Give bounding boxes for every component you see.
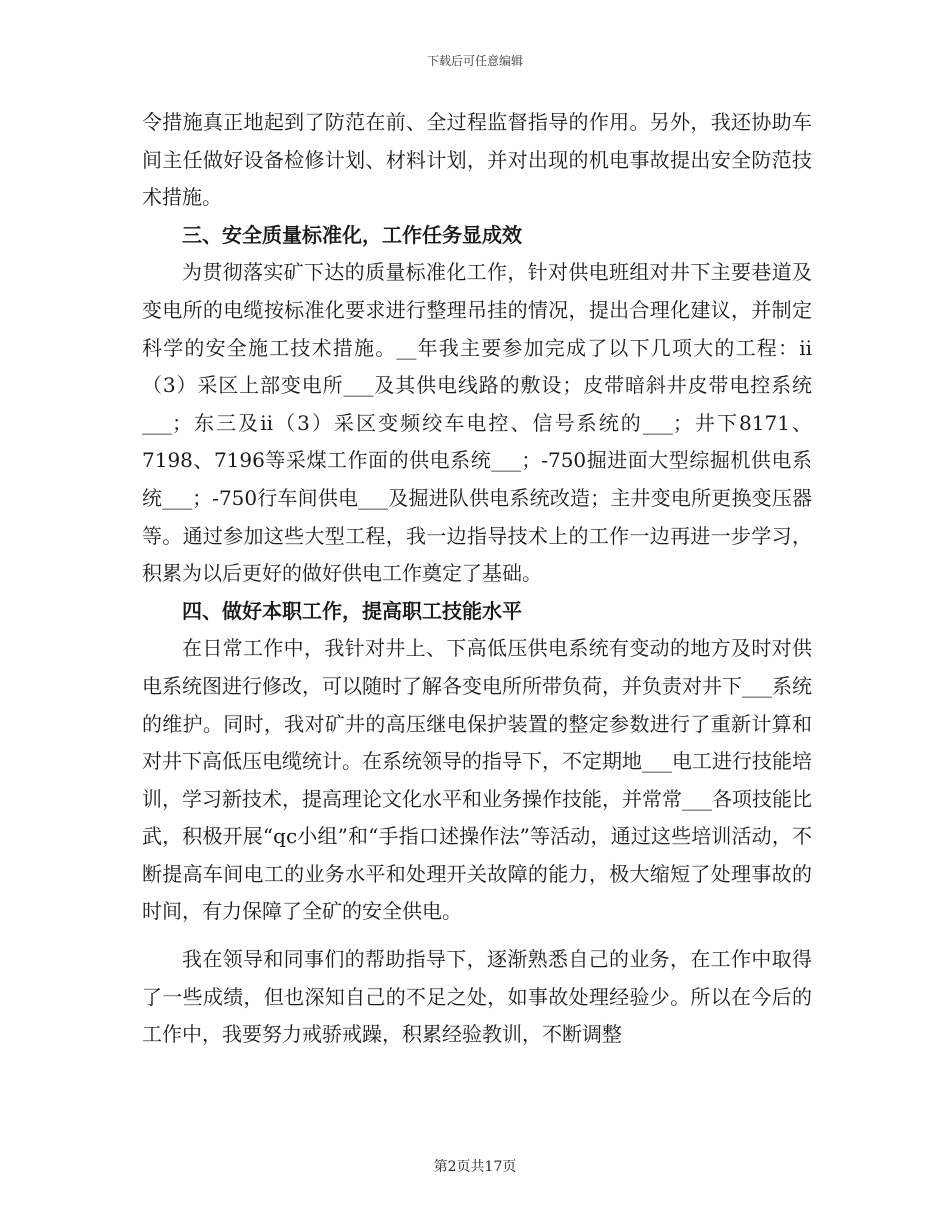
page-number: 第2页共17页 xyxy=(433,1159,517,1175)
document-body xyxy=(142,104,812,1054)
section-heading-3: 三、安全质量标准化，工作任务显成效 xyxy=(182,222,522,247)
paragraph-continuation: 令措施真正地起到了防范在前、全过程监督指导的作用。另外，我还协助车间主任做好设备检修计划、材料计划，并对出现的机电事故提出安全防范技术措施。 xyxy=(142,110,812,210)
paragraph-daily-work: 在日常工作中，我针对井上、下高低压供电系统有变动的地方及时对供电系统图进行修改，可以随时了解各变电所所带负荷，并负责对井下___系统的维护。同时，我对矿井的高压继电保护装置的整定参数进行了重新计算和对井下高低压电缆统计。在系统领导的指导下，不定期地___电工进行技能培训，学习新技术，提高理论文化水平和业务操作技能，并常常___各项技能比武，积极开展“qc小组”和“手指口述操作法”等活动，通过这些培训活动，不断提高车间电工的业务水平和处理开关故障的能力，极大缩短了处理事故的时间，有力保障了全矿的安全供电。 xyxy=(142,636,812,924)
page-header-note: 下载后可任意编辑 xyxy=(426,54,523,68)
paragraph-summary: 我在领导和同事们的帮助指导下，逐渐熟悉自己的业务，在工作中取得了一些成绩，但也深知自己的不足之处，如事故处理经验少。所以在今后的工作中，我要努力戒骄戒躁，积累经验教训，不断调整 xyxy=(142,947,812,1047)
paragraph-quality-standardization: 为贯彻落实矿下达的质量标准化工作，针对供电班组对井下主要巷道及变电所的电缆按标准化要求进行整理吊挂的情况，提出合理化建议，并制定科学的安全施工技术措施。__年我主要参加完成了以下几项大的工程：ⅱ（3）采区上部变电所___及其供电线路的敷设；皮带暗斜井皮带电控系统___；东三及ⅱ（3）采区变频绞车电控、信号系统的___；井下8171、7198、7196等采煤工作面的供电系统___；-750掘进面大型综掘机供电系统___；-750行车间供电___及掘进队供电系统改造；主井变电所更换变压器等。通过参加这些大型工程，我一边指导技术上的工作一边再进一步学习，积累为以后更好的做好供电工作奠定了基础。 xyxy=(142,260,812,586)
section-heading-4: 四、做好本职工作，提高职工技能水平 xyxy=(182,598,522,623)
